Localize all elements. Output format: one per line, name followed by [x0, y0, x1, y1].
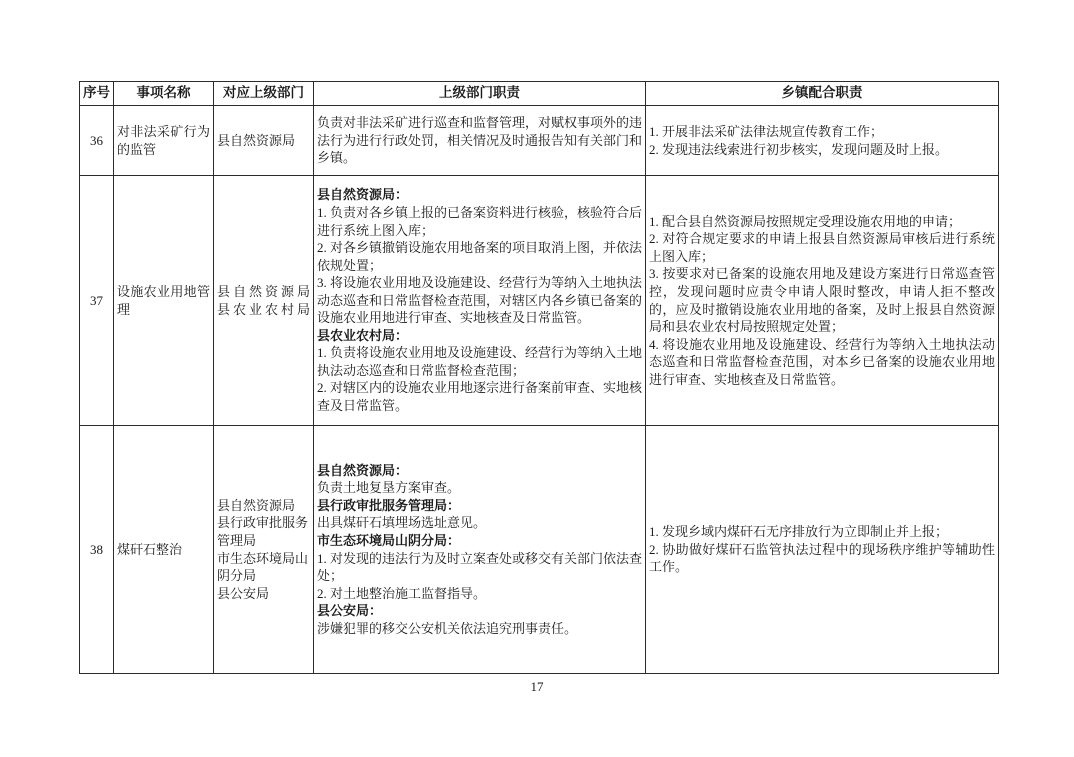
department-heading: 县行政审批服务管理局：: [317, 497, 461, 513]
item-name-cell: [114, 106, 214, 176]
department-heading: 市生态环境局山阴分局：: [317, 532, 461, 548]
table-header-row: [80, 82, 999, 106]
duty-line: 2. 发现违法线索进行初步核实，发现问题及时上报。: [649, 141, 949, 157]
column-header-superior-duties: 上级部门职责: [314, 82, 646, 106]
item-name-cell: [114, 426, 214, 674]
township-duties-cell: [646, 176, 999, 426]
item-name: 设施农业用地管理: [117, 283, 210, 317]
superior-duties-cell: [314, 106, 646, 176]
serial-cell: 36: [80, 106, 114, 176]
duty-line: 1. 发现乡域内煤矸石无序排放行为立即制止并上报；: [649, 524, 949, 540]
department-line: 市生态环境局山阴分局: [217, 550, 309, 584]
column-header-item-name: 事项名称: [114, 82, 214, 106]
duty-line: 涉嫌犯罪的移交公安机关依法追究刑事责任。: [317, 620, 578, 636]
duty-line: 2. 对各乡镇撤销设施农用地备案的项目取消上图，并依法依规处置；: [317, 240, 643, 273]
duties-table: [79, 81, 999, 674]
duty-line: 1. 对发现的违法行为及时立案查处或移交有关部门依法查处；: [317, 550, 643, 584]
serial-cell: 37: [80, 176, 114, 426]
item-name: 煤矸石整治: [117, 541, 183, 557]
duty-line: 负责土地复垦方案审查。: [317, 480, 461, 496]
duty-line: 2. 对土地整治施工监督指导。: [317, 585, 487, 601]
duty-line: 1. 开展非法采矿法律法规宣传教育工作；: [649, 123, 884, 139]
superior-duties-cell: [314, 426, 646, 674]
department-line: 县自然资源局: [217, 497, 296, 513]
duty-line: 2. 协助做好煤矸石监管执法过程中的现场秩序维护等辅助性工作。: [649, 541, 995, 575]
township-duties-cell: [646, 106, 999, 176]
departments-cell: [214, 426, 314, 674]
column-header-township-duties: 乡镇配合职责: [646, 82, 999, 106]
township-duties-cell: [646, 426, 999, 674]
column-header-departments: 对应上级部门: [214, 82, 314, 106]
department-line: 县农业农村局: [217, 301, 310, 317]
department-line: 县自然资源局: [217, 132, 296, 148]
item-name-cell: [114, 176, 214, 426]
table-row: [80, 176, 999, 426]
superior-duties-cell: [314, 176, 646, 426]
departments-cell: [214, 106, 314, 176]
department-heading: 县公安局：: [317, 603, 383, 619]
duty-line: 3. 将设施农业用地及设施建设、经营行为等纳入土地执法动态巡查和日常监督检查范围，对辖区内各乡镇已备案的设施农业用地进行审查、实地核查及日常监管。: [317, 275, 643, 326]
duty-line: 3. 按要求对已备案的设施农用地及建设方案进行日常巡查管控，发现问题时应责令申请人限时整改，申请人拒不整改的，应及时撤销设施农业用地的备案，及时上报县自然资源局和县农业农村局按照规定处置；: [649, 266, 995, 335]
department-line: 县自然资源局: [217, 283, 310, 299]
department-line: 县公安局: [217, 585, 270, 601]
duty-line: 1. 负责将设施农业用地及设施建设、经营行为等纳入土地执法动态巡查和日常监督检查范围；: [317, 345, 643, 378]
duty-line: 4. 将设施农业用地及设施建设、经营行为等纳入土地执法动态巡查和日常监督检查范围，对本乡已备案的设施农业用地进行审查、实地核查及日常监管。: [649, 336, 995, 387]
duty-line: 1. 负责对各乡镇上报的已备案资料进行核验，核验符合后进行系统上图入库；: [317, 204, 643, 238]
serial-cell: 38: [80, 426, 114, 674]
department-line: 县行政审批服务管理局: [217, 515, 309, 548]
table-row: [80, 106, 999, 176]
duty-line: 2. 对符合规定要求的申请上报县自然资源局审核后进行系统上图入库；: [649, 231, 995, 264]
duty-line: 1. 配合县自然资源局按照规定受理设施农用地的申请；: [649, 213, 962, 229]
duty-line: 负责对非法采矿进行巡查和监督管理，对赋权事项外的违法行为进行行政处罚，相关情况及时通报告知有关部门和乡镇。: [317, 115, 643, 166]
item-name: 对非法采矿行为的监管: [117, 123, 210, 157]
column-header-serial: 序号: [80, 82, 114, 106]
page-number: 17: [530, 679, 544, 694]
duty-line: 2. 对辖区内的设施农业用地逐宗进行备案前审查、实地核查及日常监管。: [317, 380, 643, 413]
department-heading: 县自然资源局：: [317, 187, 409, 203]
table-row: [80, 426, 999, 674]
department-heading: 县自然资源局：: [317, 462, 409, 478]
departments-cell: [214, 176, 314, 426]
duty-line: 出具煤矸石填埋场选址意见。: [317, 515, 487, 531]
department-heading: 县农业农村局：: [317, 327, 409, 343]
